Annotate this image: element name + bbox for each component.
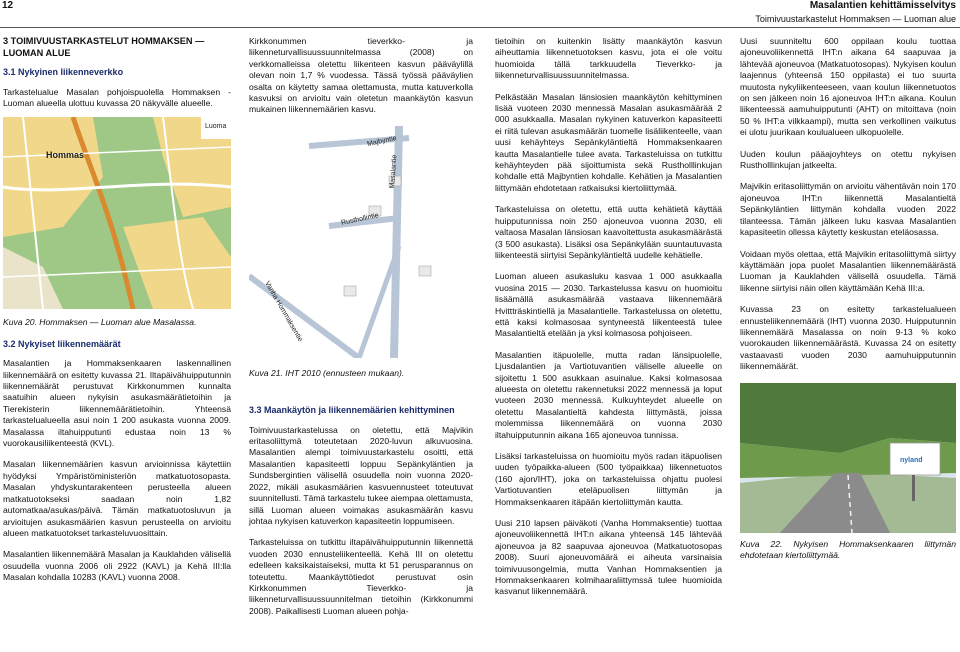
subheading-3-2: 3.2 Nykyiset liikennemäärät [3,338,121,349]
column-1 [3,36,231,594]
map-label-luoma: Luoma [205,123,227,131]
paragraph: tietoihin on kuitenkin lisätty maankäytön kasvun aiheuttamia liikennetuotoksen kasvu, jota ei ole voitu huomioida tällä tarkkuudella Tieverkko- ja liikenneturvallisuussuunnitelmassa. [495,36,722,81]
paragraph: Uuden koulun pääajoyhteys on otettu nykyisen Rustholllinkujan jatkeelta. [740,148,956,171]
paragraph: Masalantien itäpuolelle, mutta radan länsipuolelle, Ljusdalantien ja Vartiotuvantien väliselle alueelle on sijoitettu 1 500 asukkaan asuinalue. Kaksi kolmasosaa alueesta on oletettu rakennetuksi 2022 mennessä ja loput vuoteen 2030 mennessä. Kulkuyhteydet alueelle on oletettu Masalantieltä kahdesta liittymästä, joissa molemmissa liikennemäärä on vuonna 2030 iltahuipputunnin aikana 165 ajoneuvoa tunnissa. [495,349,722,440]
column-2 [249,36,473,627]
paragraph: Uusi 210 lapsen päiväkoti (Vanha Hommaksentie) tuottaa ajoneuvoliikennettä IHT:n aikana yhteensä 145 lähtevää ajoneuvoa ja 82 saapuvaa ajoneuvoa (Matkatuotosopas 2008). Suuri ajoneuvomäärä ei aiheuta varsinaisia toimivuusongelmia, mutta Vanhan Hommaksentien ja Hommaksenkaaren kolmihaaraliittymssä tulee huomioida kasvanut liikennemäärä. [495,518,722,597]
figure-21-traffic-map [249,126,473,358]
road-label-majbyntie: Majbyntie [366,134,398,148]
paragraph: Lisäksi tarkasteluissa on huomioitu myös radan itäpuolisen uuden työpaikka-alueen (500 työpaikkaa) liikennetuotos (160 ajon/IHT), joka on tarkasteluissa ohjattu puolesi Vartiotuvantien eteläpuolisen liittymän ja Hommaksenkaaren itäpään kiertoliittymän kautta. [495,451,722,507]
page-header [0,0,960,30]
junction-photo [740,383,956,533]
document-subtitle: Toimivuustarkastelut Hommaksen — Luoman alue [755,14,956,24]
area-map-image [3,117,231,309]
road-label-rusthollintie: Rusthollintie [340,211,380,227]
paragraph: Kuvassa 23 on esitetty tarkastelualueen ennusteliikennemäärä (IHT) vuonna 2030. Huipputunnin liikennemäärä Masalassa on noin 9-13 % koko vuorokauden liikennemäärästä. Kuvassa 24 on esitetty vastaavasti vuoden 2030 aamuhuipputunnin liikennemäärät. [740,304,956,372]
figure-21-caption: Kuva 21. IHT 2010 (ennusteen mukaan). [249,367,405,378]
paragraph: Toimivuustarkastelussa on oletettu, että Majvikin eritasoliittymä toteutetaan 2020-luvun alkuvuosina. Masalantien alempi toimivuustarkastelu osoitti, että Masalantien kapasiteetti loppuu Sepänkyläntien ja Sundsbergintien välisellä osuudella noin vuonna 2020-2022, mikäli asukasmäärien kasvuennusteet toteutuvat suunnitellusti. Tämä tarkastelu tukee aiempaa olettamusta, sillä Luoman alueen voimakas asukasmäärän kasvu johtaa nykyisen katuverkon kapasiteetin loppumiseen. [249,424,473,526]
paragraph: Masalan liikennemäärien kasvun arvioinnissa käytettiin hyödyksi Ympäristöministeriön matkatuotosopasta. Masalan yhdyskuntarakenteen perusteella alueen matkatuotokseksi saadaan noin 1,82 automatkaa/asukas/päivä. Tämän matkatuotosluvun ja arvioitujen asukasmäärien kasvun perusteella on arvioitu alueen matkatuotokset tarkasteluvuosittain. [3,459,231,538]
paragraph: Luoman alueen asukasluku kasvaa 1 000 asukkaalla vuosina 2015 — 2030. Tarkastelussa kasvu on huomioitu lisäämällä asukasmäärää vastaava liikennemäärä Hvittträskintiellä ja Masalantielle. Tarkastelussa on oletettu, että kaksi kolmasosaa syntyneestä liikenteestä tulee Masalantieltä etelään ja yksi kolmasosa pohjoiseen. [495,271,722,339]
paragraph: Masalantien ja Hommaksenkaaren laskennallinen liikennemäärä on esitetty kuvassa 21. Iltapäivähuipputunnin liikennemäärät perustuvat Kirkkonummen kunnalta saatuihin alueen nykyisin asukasmäärätietoihin ja Tierekisterin liikennemäärätietoihin. Yhteensä tarkastelualueella asui noin 1 200 asukasta vuonna 2009. Masalassa iltahuipputunti edustaa noin 13 % vuorokausiliikenteestä (KVL). [3,358,231,449]
figure-20-map [3,117,231,309]
paragraph: Uusi suunniteltu 600 oppilaan koulu tuottaa ajoneuvoliikennettä IHT:n aikana 64 saapuvaa ja lähtevää ajoneuvoa (Matkatuotosopas). Nykyisen koulun laajennus (yhteensä 150 oppilasta) ei tuo suurta muutosta nykyliikenteeseen, vaan koulun liikennetuotos on sen jälkeen noin 16 ajoneuvoa IHT:n aikana. Koulun liikenteessä aamuhuipputunti (AHT) on mitoittava (noin 50 % IHT:a vilkkaampi), mutta sen verkollinen vaikutus ei ulotu juurikaan koulualueen ulkopuolelle. [740,36,956,138]
paragraph: Tarkasteluissa on oletettu, että uutta kehätietä käyttää huipputunnissa noin 250 ajoneuvoa vuonna 2030, eli valtaosa Masalan länsiosan kaavoitettusta asukasmäärästä (3 500 asukasta). Lisäksi osa Sepänkylään suuntautuvasta liikenteestä siirtyisi Sepänkyläntieltä uudelle kehätielle. [495,204,722,260]
paragraph: Tarkastelualue Masalan pohjoispuolella Hommaksen - Luoman alueella ulottuu kuvassa 20 näkyvälle alueelle. [3,86,231,108]
figure-22-caption: Kuva 22. Nykyisen Hommaksenkaaren liittymän ehdotetaan kiertoliittymää. [740,538,956,560]
column-4 [740,36,956,561]
subheading-3-3: 3.3 Maankäytön ja liikennemäärien kehittyminen [249,405,455,416]
map-label-hommas: Hommas [46,150,85,161]
paragraph: Voidaan myös olettaa, että Majvikin eritasoliittymä siirtyy käyttämään jopa puolet Masalantien liikennemäärästä Luoman ja Kauklahden välisellä osuudella. Tämä liikenne siirtyisi näin ollen käyttämään Kehä III:a. [740,248,956,293]
column-3 [495,36,722,608]
paragraph: Kirkkonummen tieverkko- ja liikenneturvallisuussuunnitelmassa (2008) on verkkomalleissa oletettu liikenteen kasvun pääväylillä olevan noin 1,7 % vuodessa. Tässä työssä pääväylien osalta on käytetty samaa olettamusta, mutta katuverkolla kasvuksi on arvioitu vain oletetun maankäytön kasvun mukainen liikennemäärien kasvu. [249,36,473,115]
page-number: 12 [2,0,14,11]
figure-22-photo [740,383,956,533]
subheading-3-1: 3.1 Nykyinen liikenneverkko [3,67,124,78]
road-label-masalantie: Masalantie [389,154,399,189]
paragraph: Majvikin eritasoliittymän on arvioitu vähentävän noin 170 ajoneuvoa IHT:n liikennettä Masalantieltä Sepänkyläntien liittymän kohdalla vuoden 2022 tilanteessa. Tämän jälkeen luku kasvaa Masalantien kapasiteetin ollessa käytetty keskustan eteläosassa. [740,181,956,238]
section-heading-3: 3 TOIMIVUUSTARKASTELUT HOMMAKSEN — LUOMAN ALUE [3,36,205,58]
sign-text: nyland [900,456,923,464]
document-title: Masalantien kehittämisselvitys [809,0,956,11]
paragraph: Masalantien liikennemäärä Masalan ja Kauklahden välisellä osuudella vuonna 2006 oli 2922 (KAVL) ja Kehä III:lla Masalan kohdalla 10283 (KAVL) vuonna 2008. [3,549,231,583]
header-divider [0,27,960,28]
paragraph: Tarkasteluissa on tutkittu iltapäivähuipputunnin liikennettä vuoden 2030 ennusteliikenteellä. Kehä III on oletettu edelleen kaksikaistaiseksi, mutta kt 51 perusparannus on toteutettu. Maankäyttötiedot perustuvat osin Kirkkonummen Tieverkko- ja liikenneturvallisuussuunnitelman tietoihin (Kirkkonummi 2008). Paikallisesti Luoman alueen pohja- [249,537,473,616]
figure-20-caption: Kuva 20. Hommaksen — Luoman alue Masalassa. [3,317,197,328]
road-label-vanha-hommaksentie: Vanha Hommaksentie [263,280,304,343]
paragraph: Pelkästään Masalan länsiosien maankäytön kehittyminen lisää vuoteen 2030 mennessä Masalan asukasmäärää 2 000 asukkaalla. Masalan nykyinen katuverkon kapasiteetti ei riitä tulevan asukasmäärän tuomelle lisäliikenteelle, vaan uusi kehäyhteys Sepänkyläntieltä Hommaksenkaaren kautta Masalantielle tulee avata. Tarkasteluissa on tutkittu kehäyhteyden pää sijoittumista sekä Rustholllinkujan kohdalle että Majbyntien kohdalle. Kehätien ja Masalantien liittymään ehdotetaan ratkaisuksi kiertoliittymää. [495,91,722,193]
